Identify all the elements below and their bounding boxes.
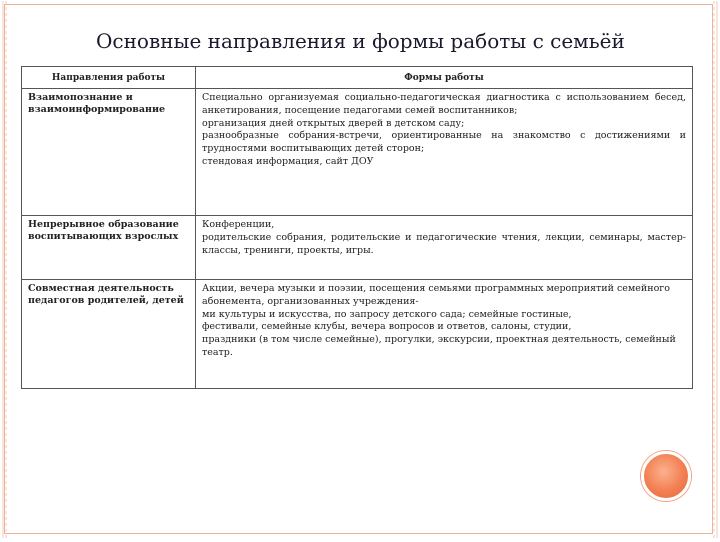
table-row [22, 216, 693, 280]
forms-line: Специально организуемая социально-педагогическая диагностика с использованием бесед, анкетирования, посещение педагогами семей воспитанников; [202, 92, 686, 116]
decorative-circle [641, 451, 691, 501]
header-directions: Направления работы [22, 67, 196, 89]
forms-line: организация дней открытых дверей в детском саду; [202, 117, 465, 129]
header-forms: Формы работы [196, 67, 693, 89]
forms-line: родительские собрания, родительские и педагогические чтения, лекции, семинары, мастер-классы, тренинги, проекты, игры. [202, 231, 686, 256]
direction-cell: Взаимопознание и взаимоинформирование [22, 89, 196, 216]
forms-line: стендовая информация, сайт ДОУ [202, 155, 374, 167]
forms-line: праздники (в том числе семейные), прогулки, экскурсии, проектная деятельность, семейный театр. [202, 334, 676, 358]
forms-line: разнообразные собрания-встречи, ориентированные на знакомство с достижениями и трудностями воспитывающих детей сторон; [202, 130, 686, 155]
slide-title: Основные направления и формы работы с семьёй [96, 29, 625, 53]
table-row [22, 280, 693, 389]
forms-cell [196, 216, 693, 280]
forms-line: фестивали, семейные клубы, вечера вопросов и ответов, салоны, студии, [202, 321, 572, 333]
left-decorative-border [1, 1, 9, 538]
forms-cell [196, 89, 693, 216]
direction-cell: Непрерывное образование воспитывающих взрослых [22, 216, 196, 280]
forms-line: Конференции, [202, 219, 275, 230]
forms-cell [196, 280, 693, 389]
right-decorative-border [711, 1, 719, 538]
table-header-row [22, 67, 693, 89]
table-row [22, 89, 693, 216]
forms-line: Акции, вечера музыки и поэзии, посещения семьями программных мероприятий семейного абонемента, организованных учреждения- [202, 283, 670, 307]
directions-table [21, 66, 693, 389]
forms-line: ми культуры и искусства, по запросу детского сада; семейные гостиные, [202, 308, 572, 320]
direction-cell: Совместная деятельность педагогов родителей, детей [22, 280, 196, 389]
